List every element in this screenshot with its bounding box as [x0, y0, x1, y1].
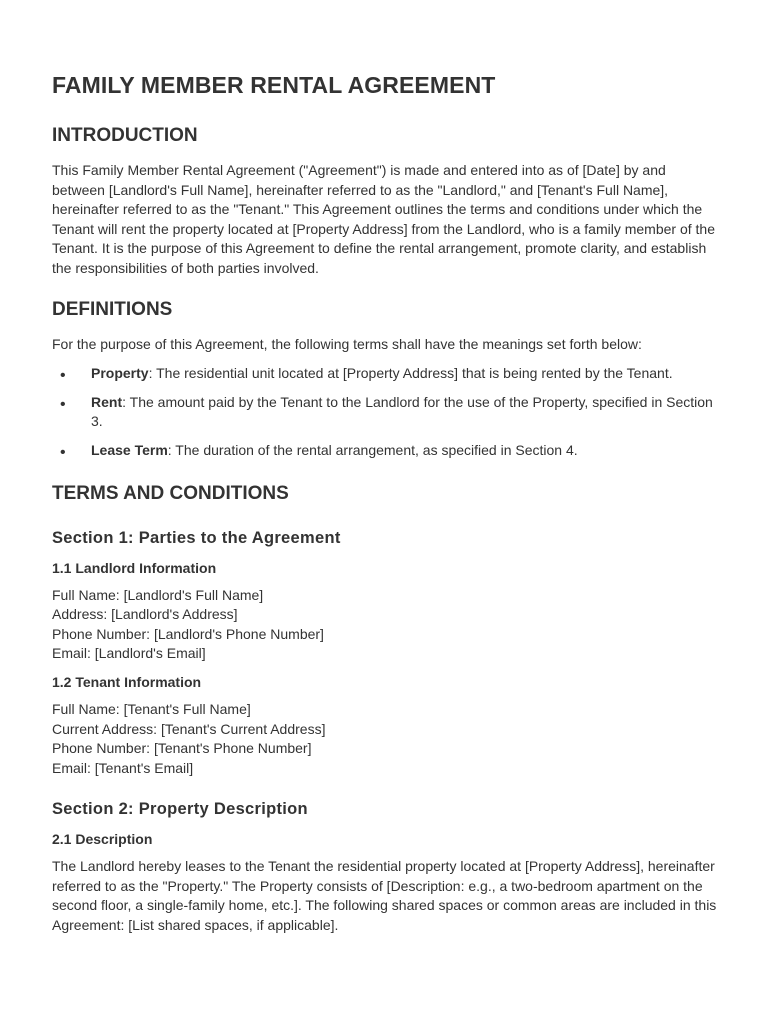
definition-term: Lease Term: [91, 441, 168, 458]
section1-heading: Section 1: Parties to the Agreement: [52, 528, 341, 547]
landlord-phone: Phone Number: [Landlord's Phone Number]: [52, 625, 324, 642]
description-heading: 2.1 Description: [52, 831, 153, 848]
tenant-phone: Phone Number: [Tenant's Phone Number]: [52, 740, 312, 757]
landlord-info-heading: 1.1 Landlord Information: [52, 559, 217, 576]
description-paragraph: The Landlord hereby leases to the Tenant the residential property located at [Property Address], hereinafter referred to as the "Property." The Property consists of [Description: e.g., a two-bedroom apartment on the second floor, a single-family home, etc.]. The following shared spaces or common areas are included in this Agreement: [List shared spaces, if applicable].: [52, 858, 717, 934]
introduction-paragraph: This Family Member Rental Agreement ("Agreement") is made and entered into as of [Date] by and between [Landlord's Full Name], hereinafter referred to as the "Landlord," and [Tenant's Full Name], hereinafter referred to as the "Tenant." This Agreement outlines the terms and conditions under which the Tenant will rent the property located at [Property Address] from the Landlord, who is a family member of the Tenant. It is the purpose of this Agreement to define the rental arrangement, promote clarity, and establish the responsibilities of both parties involved.: [52, 162, 715, 276]
landlord-email: Email: [Landlord's Email]: [52, 645, 206, 662]
definition-item: [52, 364, 718, 384]
tenant-full-name: Full Name: [Tenant's Full Name]: [52, 700, 251, 717]
tenant-address: Current Address: [Tenant's Current Address]: [52, 720, 326, 737]
definitions-heading: DEFINITIONS: [52, 298, 173, 320]
tenant-email: Email: [Tenant's Email]: [52, 759, 194, 776]
introduction-heading: INTRODUCTION: [52, 125, 198, 146]
landlord-full-name: Full Name: [Landlord's Full Name]: [52, 586, 264, 603]
landlord-info: [52, 586, 718, 664]
definition-text: : The amount paid by the Tenant to the Landlord for the use of the Property, specified in Section 3.: [91, 393, 713, 430]
introduction-section: [52, 125, 718, 279]
tenant-info-heading: 1.2 Tenant Information: [52, 673, 202, 690]
section2-heading: Section 2: Property Description: [52, 800, 308, 819]
landlord-address: Address: [Landlord's Address]: [52, 606, 238, 623]
definition-term: Rent: [91, 393, 123, 410]
definition-item: [52, 393, 718, 432]
terms-section: [52, 483, 718, 936]
definitions-section: [52, 299, 718, 461]
tenant-info: [52, 700, 718, 778]
definition-text: : The residential unit located at [Property Address] that is being rented by the Tenant.: [148, 365, 673, 382]
terms-heading: TERMS AND CONDITIONS: [52, 482, 289, 504]
definition-term: Property: [91, 365, 149, 382]
definitions-list: [52, 364, 718, 460]
definition-text: : The duration of the rental arrangement, as specified in Section 4.: [167, 441, 578, 458]
document-title: FAMILY MEMBER RENTAL AGREEMENT: [52, 72, 496, 98]
definition-item: [52, 441, 718, 461]
definitions-intro: For the purpose of this Agreement, the following terms shall have the meanings set forth below:: [52, 335, 642, 352]
